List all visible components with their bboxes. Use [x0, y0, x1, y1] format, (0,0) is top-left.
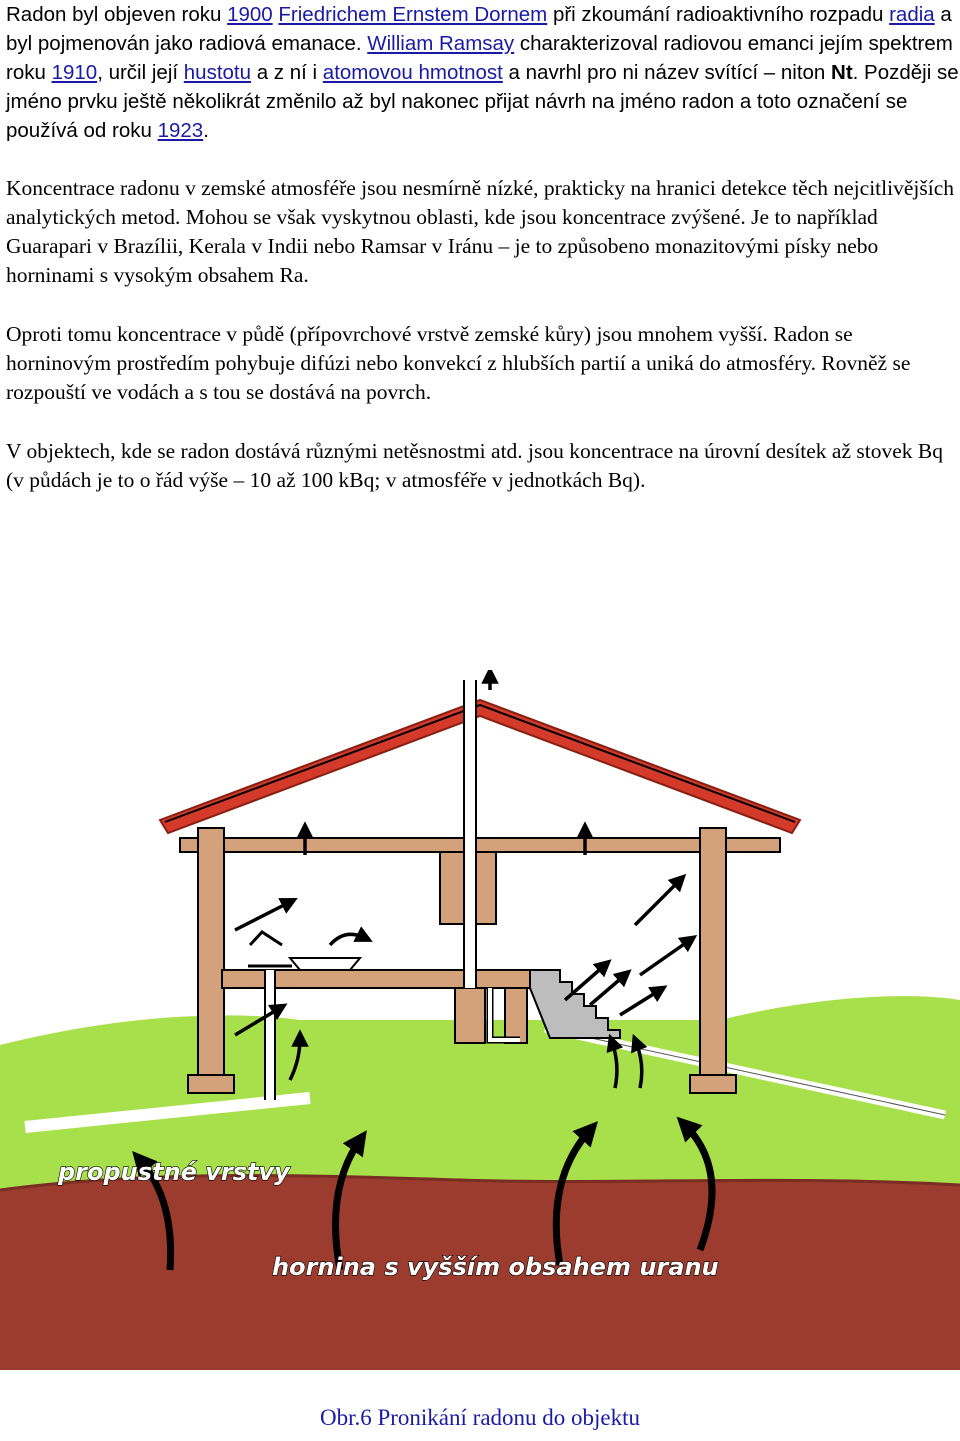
link-william-ramsay[interactable]: William Ramsay [367, 32, 515, 55]
text-span: . [203, 119, 209, 142]
arrow-icon [330, 934, 365, 945]
basement-column [455, 988, 485, 1043]
figure-caption: Obr.6 Pronikání radonu do objektu [319, 1405, 641, 1430]
left-footing [188, 1075, 234, 1093]
link-1923[interactable]: 1923 [157, 119, 204, 142]
arrow-icon [640, 940, 690, 975]
label-permeable-layers: propustné vrstvy [58, 1158, 290, 1186]
attic-floor [180, 838, 780, 852]
paragraph-atmosphere-concentration: Koncentrace radonu v zemské atmosféře jsou nesmírně nízké, prakticky na hranici detekce těch nejcitlivějších analytických metod. Mohou se však vyskytnou oblasti, kde jsou koncentrace zvýšené. Je to například Guarapari v Brazílii, Kerala v Indii nebo Ramsar v Iránu – je to způsobeno monazitovými písky nebo horninami s vysokým obsahem Ra. [6, 176, 954, 287]
text-span: při zkoumání radioaktivního rozpadu [547, 3, 890, 26]
text-span: a byl pojmenován jako radiová emanace. [6, 3, 952, 55]
paragraph-soil-concentration: Oproti tomu koncentrace v půdě (přípovrchové vrstvě zemské kůry) jsou mnohem vyšší. Radon se horninovým prostředím pohybuje difúzi nebo konvekcí z hlubších partií a uniká do atmosféry. Rovněž se rozpouští ve vodách a s tou se dostává na povrch. [6, 322, 911, 404]
right-footing [690, 1075, 736, 1093]
symbol-nt: Nt [831, 61, 853, 84]
text-span: a z ní i [251, 61, 323, 84]
arrow-icon [620, 990, 660, 1015]
radon-house-diagram [0, 670, 960, 1370]
text-span: Radon byl objeven roku [6, 3, 228, 26]
link-1900[interactable]: 1900 [227, 3, 273, 26]
right-wall [700, 828, 726, 1083]
paragraph-building-concentration: V objektech, kde se radon dostává různými netěsnostmi atd. jsou koncentrace na úrovní desítek až stovek Bq (v půdách je to o řád výše – 10 až 100 kBq; v atmosféře v jednotkách Bq). [6, 439, 943, 492]
text-span: , určil její [97, 61, 184, 84]
link-friedrich-ernst-dorn[interactable]: Friedrichem Ernstem Dornem [278, 3, 548, 26]
arrow-icon [635, 880, 680, 925]
text-span: charakterizoval radiovou emanci jejím spektrem roku [6, 32, 953, 84]
label-uranium-rock: hornina s vyšším obsahem uranu [272, 1253, 719, 1281]
left-wall [198, 828, 224, 1083]
text-span: . Později se jméno prvku ještě několikrát změnilo až byl nakonec přijat návrh na jméno radon a toto označení se používá od roku [6, 61, 959, 142]
basement-column-right [505, 988, 527, 1043]
link-atomova-hmotnost[interactable]: atomovou hmotnost [322, 61, 503, 84]
arrow-icon [235, 902, 290, 930]
text-span: a navrhl pro ni název svítící – niton [502, 61, 832, 84]
link-1910[interactable]: 1910 [51, 61, 98, 84]
link-radia[interactable]: radia [889, 3, 935, 26]
link-hustota[interactable]: hustotu [183, 61, 252, 84]
paragraph-radon-history [6, 0, 960, 145]
sink [290, 958, 360, 970]
roof [160, 700, 800, 833]
arrow-icon [590, 975, 625, 1005]
